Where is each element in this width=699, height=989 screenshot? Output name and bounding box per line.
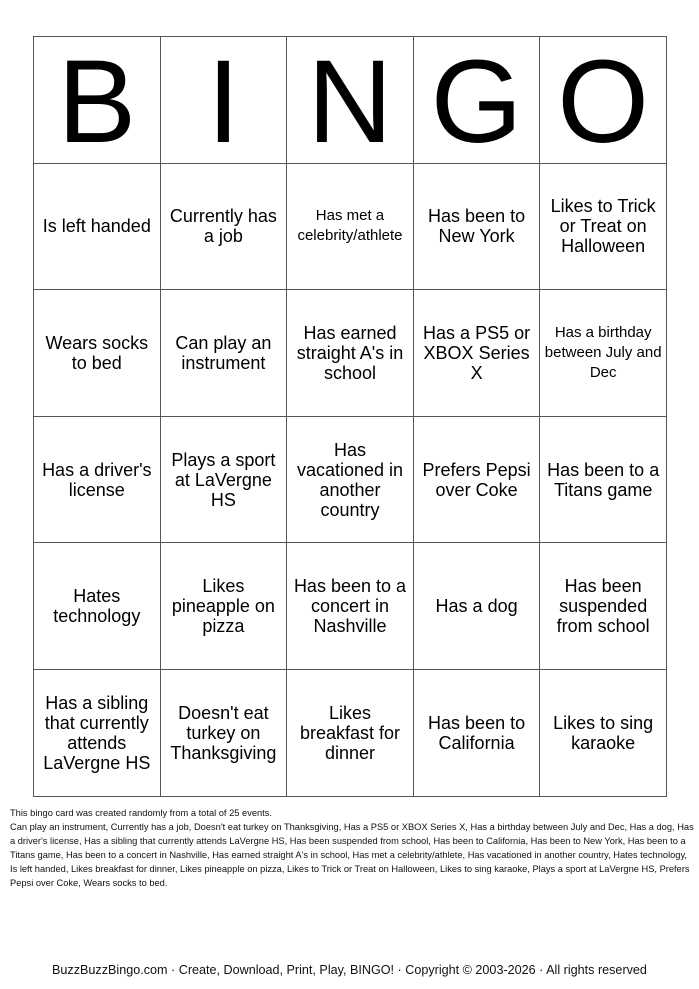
bingo-cell: Has been suspended from school	[540, 543, 667, 670]
bingo-row-3	[34, 416, 667, 543]
bingo-cell: Doesn't eat turkey on Thanksgiving	[160, 669, 287, 796]
events-list: Can play an instrument, Currently has a job, Doesn't eat turkey on Thanksgiving, Has a PS5 or XBOX Series X, Has a birthday between July and Dec, Has a dog, Has a driver's license, Has a sibling that currently attends LaVergne HS, Has been suspended from school, Has been to California, Has been to New York, Has been to a Titans game, Has been to a concert in Nashville, Has earned straight A's in school, Has met a celebrity/athlete, Has vacationed in another country, Hates technology, Is left handed, Likes breakfast for dinner, Likes pineapple on pizza, Likes to Trick or Treat on Halloween, Likes to sing karaoke, Plays a sport at LaVergne HS, Prefers Pepsi over Coke, Wears socks to bed.	[10, 822, 694, 888]
bingo-cell: Has been to a concert in Nashville	[287, 543, 414, 670]
bingo-cell: Has been to California	[413, 669, 540, 796]
bingo-cell: Can play an instrument	[160, 290, 287, 417]
header-letter-b: B	[34, 37, 161, 164]
header-letter-n: N	[287, 37, 414, 164]
bingo-row-5	[34, 669, 667, 796]
bingo-cell: Is left handed	[34, 163, 161, 290]
card-info	[10, 806, 694, 890]
header-letter-i: I	[160, 37, 287, 164]
bingo-cell: Has a sibling that currently attends LaVergne HS	[34, 669, 161, 796]
bingo-cell: Plays a sport at LaVergne HS	[160, 416, 287, 543]
bingo-cell: Likes to Trick or Treat on Halloween	[540, 163, 667, 290]
bingo-cell: Has earned straight A's in school	[287, 290, 414, 417]
bingo-cell: Has vacationed in another country	[287, 416, 414, 543]
site-footer: BuzzBuzzBingo.com · Create, Download, Print, Play, BINGO! · Copyright © 2003-2026 · All rights reserved	[52, 963, 647, 977]
bingo-cell: Currently has a job	[160, 163, 287, 290]
bingo-cell: Has met a celebrity/athlete	[287, 163, 414, 290]
header-letter-o: O	[540, 37, 667, 164]
bingo-cell: Likes to sing karaoke	[540, 669, 667, 796]
bingo-header-row	[34, 37, 667, 164]
bingo-cell: Hates technology	[34, 543, 161, 670]
bingo-card	[33, 36, 667, 797]
bingo-row-4	[34, 543, 667, 670]
bingo-cell: Has a dog	[413, 543, 540, 670]
bingo-cell: Has been to New York	[413, 163, 540, 290]
bingo-cell: Prefers Pepsi over Coke	[413, 416, 540, 543]
card-summary: This bingo card was created randomly from a total of 25 events.	[10, 808, 272, 818]
bingo-cell: Has been to a Titans game	[540, 416, 667, 543]
bingo-cell: Has a PS5 or XBOX Series X	[413, 290, 540, 417]
bingo-cell: Likes pineapple on pizza	[160, 543, 287, 670]
bingo-row-1	[34, 163, 667, 290]
bingo-cell: Wears socks to bed	[34, 290, 161, 417]
bingo-cell: Has a driver's license	[34, 416, 161, 543]
bingo-cell: Likes breakfast for dinner	[287, 669, 414, 796]
bingo-cell: Has a birthday between July and Dec	[540, 290, 667, 417]
bingo-row-2	[34, 290, 667, 417]
header-letter-g: G	[413, 37, 540, 164]
